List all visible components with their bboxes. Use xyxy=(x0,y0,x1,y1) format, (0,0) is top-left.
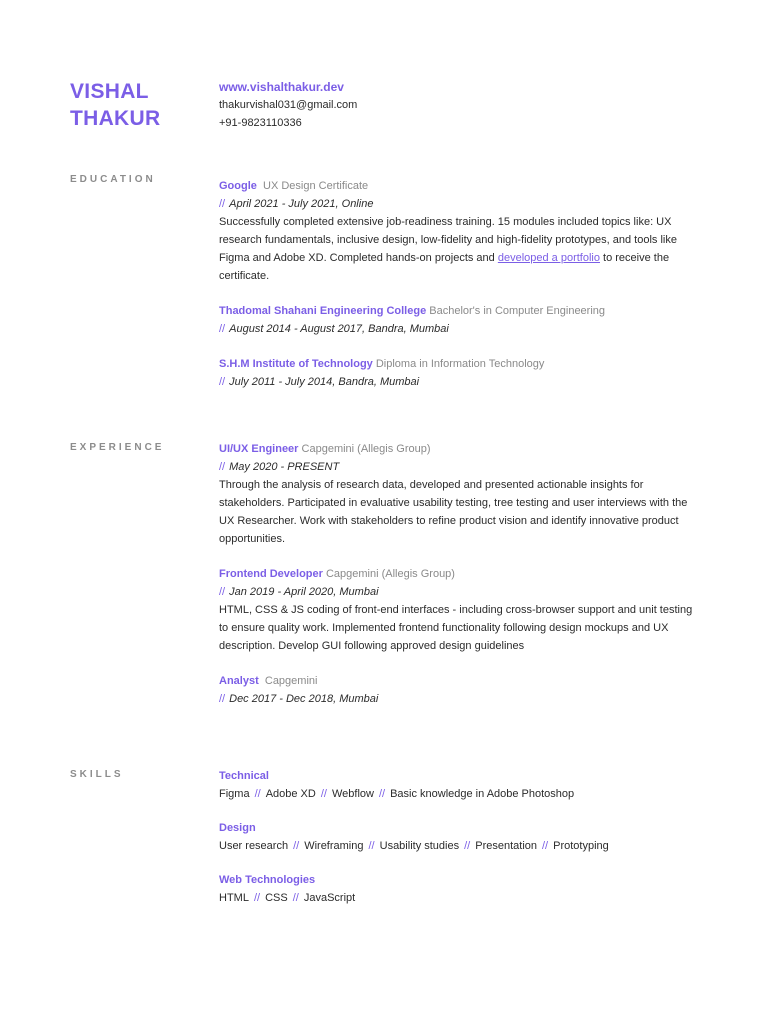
experience-section xyxy=(219,440,694,725)
entry-company: Capgemini xyxy=(264,675,318,687)
skill-item: Basic knowledge in Adobe Photoshop xyxy=(390,788,575,800)
skill-separator: // xyxy=(292,892,299,904)
date-prefix: // xyxy=(219,461,226,473)
name-first: VISHAL xyxy=(70,80,149,103)
desc-text: to receive the certificate. xyxy=(219,252,670,282)
contact-block xyxy=(219,78,357,132)
entry-date-text: July 2011 - July 2014, Bandra, Mumbai xyxy=(229,376,420,388)
entry-company: Capgemini (Allegis Group) xyxy=(301,443,431,455)
entry-title xyxy=(219,440,694,458)
phone-text: +91-9823110336 xyxy=(219,117,302,129)
portfolio-link[interactable]: developed a portfolio xyxy=(497,252,600,264)
education-section xyxy=(219,177,694,408)
skill-separator: // xyxy=(464,840,471,852)
entry-date-text: Dec 2017 - Dec 2018, Mumbai xyxy=(229,693,379,705)
entry-date xyxy=(219,373,694,391)
skill-separator: // xyxy=(320,788,327,800)
skill-item: Adobe XD xyxy=(265,788,316,800)
skill-item: Prototyping xyxy=(553,840,609,852)
date-prefix: // xyxy=(219,376,226,388)
entry-title xyxy=(219,565,694,583)
entry-date-text: April 2021 - July 2021, Online xyxy=(229,198,374,210)
entry-date xyxy=(219,690,694,708)
education-entry xyxy=(219,302,694,338)
education-label: EDUCATION xyxy=(70,174,156,185)
skill-item: CSS xyxy=(265,892,288,904)
skill-item: Figma xyxy=(219,788,250,800)
skill-group xyxy=(219,767,694,803)
entry-org: Thadomal Shahani Engineering College xyxy=(219,305,427,317)
skill-separator: // xyxy=(368,840,375,852)
entry-role: Diploma in Information Technology xyxy=(375,358,545,370)
entry-company: Capgemini (Allegis Group) xyxy=(325,568,455,580)
entry-date-text: May 2020 - PRESENT xyxy=(229,461,340,473)
entry-org: S.H.M Institute of Technology xyxy=(219,358,373,370)
skills-section xyxy=(219,767,694,923)
desc-text: Successfully completed extensive job-readiness training. 15 modules included topics like: UX research fundamentals, inclusive design, low-fidelity and high-fidelity prototypes, and tools like Figma and Adobe XD. Completed hands-on projects and xyxy=(219,216,677,264)
skill-item: Wireframing xyxy=(304,840,364,852)
education-entry xyxy=(219,355,694,391)
entry-date-text: Jan 2019 - April 2020, Mumbai xyxy=(229,586,379,598)
entry-description: HTML, CSS & JS coding of front-end interfaces - including cross-browser support and unit testing to ensure quality work. Implemented frontend functionality following design mockups and UX description. Develop GUI following approved design guidelines xyxy=(219,604,693,652)
skill-group-heading: Technical xyxy=(219,770,269,782)
entry-position: Frontend Developer xyxy=(219,568,323,580)
entry-title xyxy=(219,302,694,320)
experience-entry xyxy=(219,672,694,708)
skill-separator: // xyxy=(254,788,261,800)
entry-title xyxy=(219,355,694,373)
candidate-name xyxy=(70,78,160,132)
entry-title xyxy=(219,672,694,690)
entry-title xyxy=(219,177,694,195)
skill-separator: // xyxy=(253,892,261,904)
skill-item: Usability studies xyxy=(379,840,460,852)
skill-items xyxy=(219,785,694,803)
date-prefix: // xyxy=(219,323,226,335)
date-prefix: // xyxy=(219,693,226,705)
education-entry xyxy=(219,177,694,285)
skill-item: User research xyxy=(219,840,289,852)
skill-items xyxy=(219,889,694,907)
skill-item: JavaScript xyxy=(303,892,356,904)
entry-role: Bachelor's in Computer Engineering xyxy=(429,305,606,317)
skill-separator: // xyxy=(293,840,300,852)
entry-date-text: August 2014 - August 2017, Bandra, Mumbai xyxy=(229,323,449,335)
entry-date xyxy=(219,320,694,338)
skill-separator: // xyxy=(542,840,549,852)
website-link[interactable]: www.vishalthakur.dev xyxy=(219,80,344,94)
skill-group xyxy=(219,871,694,907)
experience-entry xyxy=(219,440,694,548)
skill-item: Webflow xyxy=(331,788,374,800)
email-text: thakurvishal031@gmail.com xyxy=(219,99,358,111)
entry-description: Through the analysis of research data, developed and presented actionable insights for stakeholders. Participated in evaluative usability testing, tree testing and user interviews with the UX Researcher. Work with stakeholders to refine product vision and identify innovative product opportunities. xyxy=(219,479,688,545)
entry-description xyxy=(219,213,694,285)
experience-entry xyxy=(219,565,694,655)
skill-item: Presentation xyxy=(475,840,537,852)
entry-org: Google xyxy=(219,180,257,192)
skill-item: HTML xyxy=(219,892,249,904)
date-prefix: // xyxy=(219,198,226,210)
entry-date xyxy=(219,195,694,213)
skill-items xyxy=(219,837,694,855)
experience-label: EXPERIENCE xyxy=(70,442,165,453)
entry-date xyxy=(219,458,694,476)
skill-group xyxy=(219,819,694,855)
entry-position: Analyst xyxy=(219,675,259,687)
date-prefix: // xyxy=(219,586,226,598)
skill-group-heading: Web Technologies xyxy=(219,874,316,886)
entry-date xyxy=(219,583,694,601)
skill-separator: // xyxy=(378,788,386,800)
entry-position: UI/UX Engineer xyxy=(219,443,299,455)
entry-role: UX Design Certificate xyxy=(263,180,369,192)
name-last: THAKUR xyxy=(70,107,161,130)
skills-label: SKILLS xyxy=(70,769,124,780)
skill-group-heading: Design xyxy=(219,822,256,834)
